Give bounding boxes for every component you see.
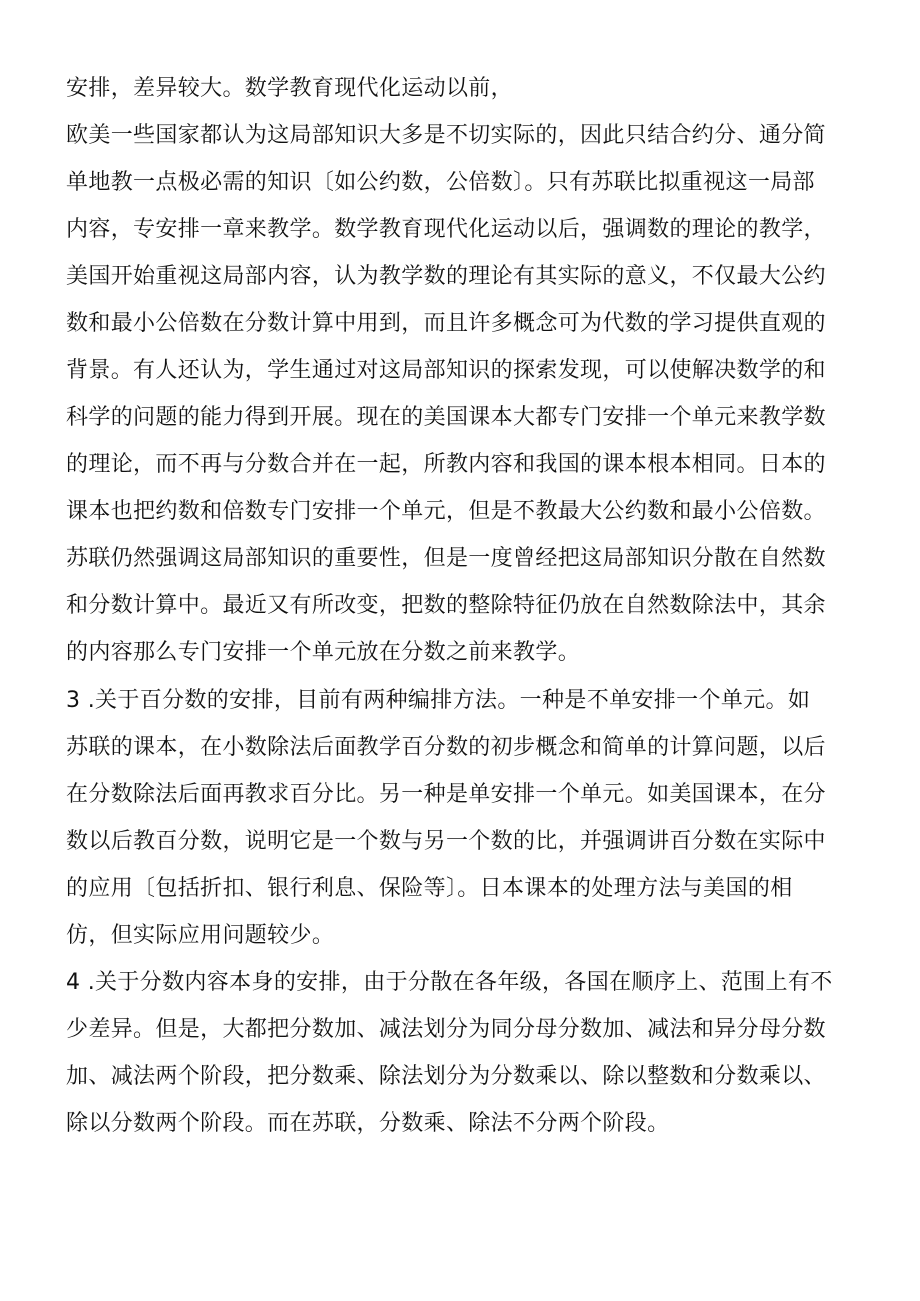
text-line: 3 .关于百分数的安排，目前有两种编排方法。一种是不单安排一个单元。如 — [66, 688, 811, 713]
text-line: 苏联仍然强调这局部知识的重要性，但是一度曾经把这局部知识分散在自然数 — [66, 546, 826, 571]
text-line: 仿，但实际应用问题较少。 — [66, 923, 335, 948]
text-line: 的应用〔包括折扣、银行利息、保险等〕。日本课本的处理方法与美国的相 — [66, 876, 793, 901]
text-line: 少差异。但是，大都把分数加、减法划分为同分母分数加、减法和异分母分数 — [66, 1017, 826, 1042]
text-line: 苏联的课本，在小数除法后面教学百分数的初步概念和简单的计算问题，以后 — [66, 735, 826, 760]
text-line: 在分数除法后面再教求百分比。另一种是单安排一个单元。如美国课本，在分 — [66, 782, 826, 807]
text-line: 背景。有人还认为，学生通过对这局部知识的探索发现，可以使解决数学的和 — [66, 358, 826, 383]
text-line: 美国开始重视这局部内容，认为教学数的理论有其实际的意义，不仅最大公约 — [66, 264, 826, 289]
text-line: 数以后教百分数，说明它是一个数与另一个数的比，并强调讲百分数在实际中 — [66, 829, 826, 854]
text-line: 数和最小公倍数在分数计算中用到，而且许多概念可为代数的学习提供直观的 — [66, 311, 826, 336]
text-line: 安排，差异较大。数学教育现代化运动以前， — [66, 76, 514, 101]
text-line: 和分数计算中。最近又有所改变，把数的整除特征仍放在自然数除法中，其余 — [66, 593, 826, 618]
text-line: 加、减法两个阶段，把分数乘、除法划分为分数乘以、除以整数和分数乘以、 — [66, 1064, 826, 1089]
text-line: 的内容那么专门安排一个单元放在分数之前来教学。 — [66, 640, 581, 665]
text-line: 的理论，而不再与分数合并在一起，所教内容和我国的课本根本相同。日本的 — [66, 452, 826, 477]
text-line: 课本也把约数和倍数专门安排一个单元，但是不教最大公约数和最小公倍数。 — [66, 499, 826, 524]
text-line: 科学的问题的能力得到开展。现在的美国课本大都专门安排一个单元来教学数 — [66, 405, 826, 430]
text-line: 除以分数两个阶段。而在苏联，分数乘、除法不分两个阶段。 — [66, 1111, 670, 1136]
text-line: 4 .关于分数内容本身的安排，由于分散在各年级，各国在顺序上、范围上有不 — [66, 970, 833, 995]
text-line: 欧美一些国家都认为这局部知识大多是不切实际的，因此只结合约分、通分简 — [66, 123, 826, 148]
text-line: 内容，专安排一章来教学。数学教育现代化运动以后，强调数的理论的教学， — [66, 217, 826, 242]
text-line: 单地教一点极必需的知识〔如公约数，公倍数〕。只有苏联比拟重视这一局部 — [66, 170, 815, 195]
